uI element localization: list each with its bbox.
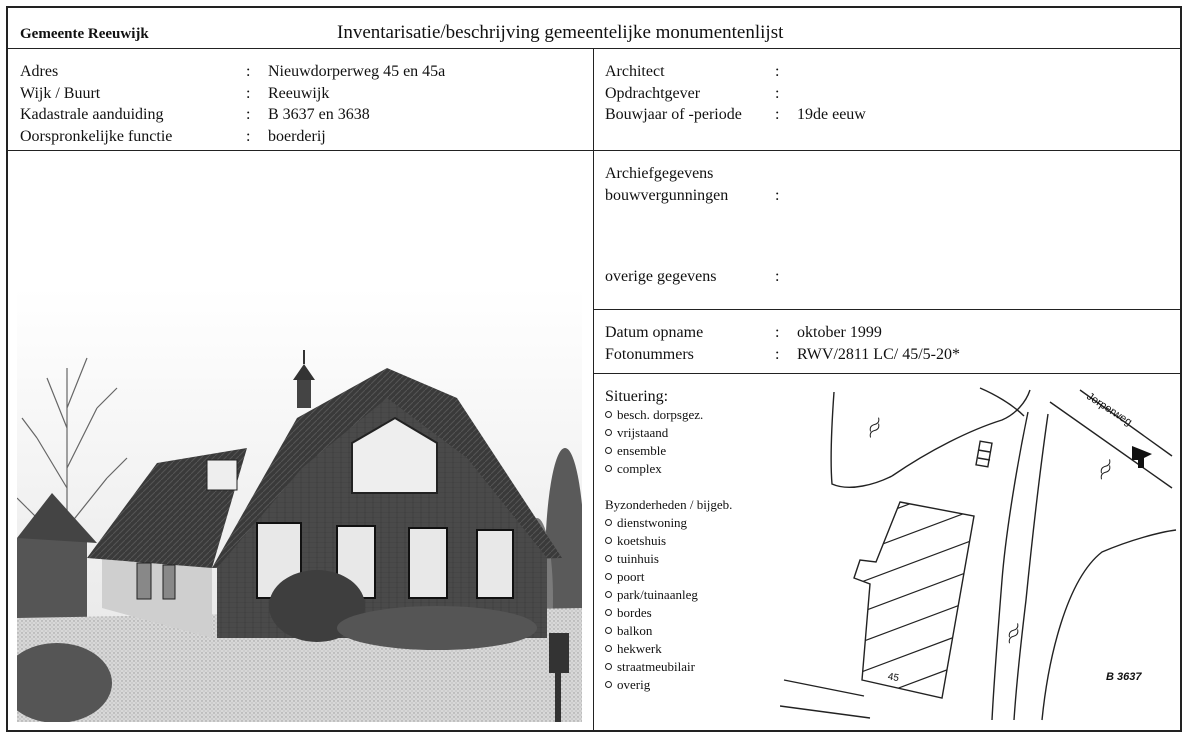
cadastral-label: Kadastrale aanduiding [20,106,164,123]
bullet-icon [605,555,612,562]
right-info-values [797,61,866,126]
street-label: Jorperweg [1084,390,1134,429]
build-period-label: Bouwjaar of -periode [605,106,742,123]
separator: : [775,187,780,204]
parcel-label: B 3637 [1106,671,1142,683]
address-value: Nieuwdorperweg 45 en 45a [268,63,446,80]
shrub [337,606,537,650]
bullet-icon [605,663,612,670]
right-info-labels [605,61,742,126]
address-label: Adres [20,63,59,80]
architect-label: Architect [605,63,665,80]
list-item: besch. dorpsgez. [605,406,703,424]
separator: : [775,84,780,102]
separator: : [246,84,251,102]
archive-heading: Archiefgegevens [605,165,714,182]
column-divider [593,48,594,732]
municipality-name: Gemeente Reeuwijk [20,26,149,42]
bullet-icon [605,573,612,580]
left-info-labels [20,61,172,147]
byzonderheden-list [605,514,698,694]
separator: : [775,106,780,123]
permits-label: bouwvergunningen [605,187,729,204]
photo-numbers-value: RWV/2811 LC/ 45/5-20* [797,346,960,363]
left-info-separators [246,61,250,147]
header-divider [7,48,1182,49]
dormer [207,460,237,490]
bullet-icon [605,681,612,688]
list-item: vrijstaand [605,424,703,442]
function-label: Oorspronkelijke functie [20,127,173,145]
window [163,565,175,599]
situering-list [605,406,703,478]
separator: : [246,63,251,80]
cadastral-value: B 3637 en 3638 [268,106,370,123]
cadastral-map [780,380,1180,730]
bullet-icon [605,447,612,454]
list-item: straatmeubilair [605,658,698,676]
list-item: bordes [605,604,698,622]
survey-divider [593,373,1182,374]
house-number: 45 [886,671,900,685]
bullet-icon [605,411,612,418]
archive-divider [593,309,1182,310]
byzonderheden-heading: Byzonderheden / bijgeb. [605,497,733,512]
build-period-value: 19de eeuw [797,106,866,123]
separator: : [246,106,251,123]
list-item: overig [605,676,698,694]
window [477,530,513,598]
list-item: hekwerk [605,640,698,658]
info-divider [7,150,1182,151]
bullet-icon [605,645,612,652]
right-info-separators [775,61,779,126]
client-value [797,83,866,105]
bullet-icon [605,537,612,544]
farmhouse-photo [17,288,582,722]
page-title: Inventarisatie/beschrijving gemeentelijke monumentenlijst [337,22,784,43]
mailbox [549,633,569,673]
list-item: poort [605,568,698,586]
separator: : [775,346,780,363]
window [137,563,151,599]
photo-numbers-label: Fotonummers [605,346,694,363]
list-item: park/tuinaanleg [605,586,698,604]
left-info-values [268,61,445,147]
bullet-icon [605,429,612,436]
separator: : [246,127,251,145]
list-item: dienstwoning [605,514,698,532]
bullet-icon [605,591,612,598]
bullet-icon [605,519,612,526]
separator: : [775,63,780,80]
separator: : [775,268,780,285]
list-item: ensemble [605,442,703,460]
district-label: Wijk / Buurt [20,84,101,102]
client-label: Opdrachtgever [605,84,701,102]
other-data-label: overige gegevens [605,268,717,285]
window [409,528,447,598]
list-item: tuinhuis [605,550,698,568]
bullet-icon [605,627,612,634]
survey-date-value: oktober 1999 [797,324,882,341]
bullet-icon [605,609,612,616]
north-arrow-icon [1132,446,1152,468]
survey-date-label: Datum opname [605,324,704,341]
architect-value [797,61,866,83]
district-value: Reeuwijk [268,84,330,102]
function-value: boerderij [268,127,326,145]
bullet-icon [605,465,612,472]
situering-heading: Situering: [605,388,669,405]
list-item: koetshuis [605,532,698,550]
list-item: balkon [605,622,698,640]
list-item: complex [605,460,703,478]
separator: : [775,324,780,341]
